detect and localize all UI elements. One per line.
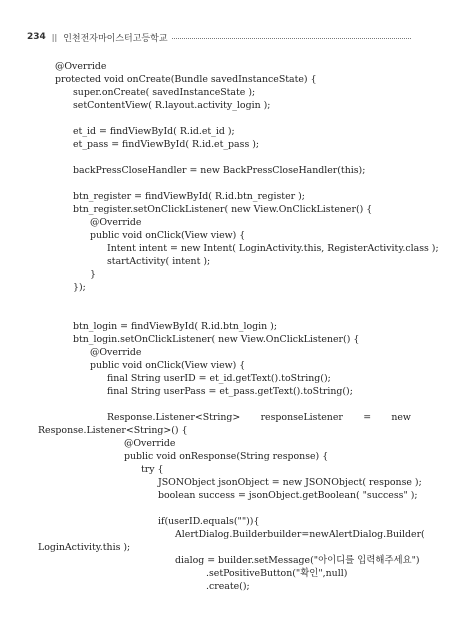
- code-line: final String userPass = et_pass.getText().toString();: [107, 386, 353, 397]
- code-line: dialog = builder.setMessage("아이디를 입력해주세요"): [175, 555, 420, 566]
- code-line: btn_register.setOnClickListener( new View.OnClickListener() {: [73, 204, 373, 215]
- code-line: et_pass = findViewById( R.id.et_pass );: [73, 139, 260, 150]
- code-line-justified: [107, 411, 411, 425]
- code-line-justified: [175, 528, 425, 542]
- code-line: btn_register = findViewById( R.id.btn_register );: [73, 191, 305, 202]
- code-line: @Override: [55, 61, 107, 72]
- code-line: @Override: [124, 438, 176, 449]
- code-token: new: [309, 529, 329, 540]
- code-line: @Override: [90, 347, 142, 358]
- code-line: et_id = findViewById( R.id.et_id );: [73, 126, 235, 137]
- code-line: startActivity( intent );: [107, 256, 211, 267]
- code-line: @Override: [90, 217, 142, 228]
- code-token: AlertDialog.Builder(: [328, 529, 425, 540]
- code-line: .create();: [206, 581, 250, 592]
- code-line: public void onClick(View view) {: [90, 230, 246, 241]
- code-line: }: [90, 269, 96, 280]
- code-line: btn_login.setOnClickListener( new View.OnClickListener() {: [73, 334, 360, 345]
- code-line: if(userID.equals("")){: [158, 516, 260, 527]
- code-line: public void onResponse(String response) {: [124, 451, 329, 462]
- code-line: setContentView( R.layout.activity_login );: [73, 100, 271, 111]
- code-line: backPressCloseHandler = new BackPressCloseHandler(this);: [73, 165, 366, 176]
- code-token: new: [391, 412, 411, 423]
- code-line: super.onCreate( savedInstanceState );: [73, 87, 256, 98]
- header-separator: ||: [51, 32, 58, 42]
- code-line: });: [73, 282, 86, 293]
- code-token: =: [363, 412, 372, 423]
- code-line: Response.Listener<String>() {: [38, 425, 188, 436]
- page-number: 234: [27, 32, 46, 42]
- code-token: builder: [267, 529, 302, 540]
- code-line: JSONObject jsonObject = new JSONObject( response );: [158, 477, 422, 488]
- code-token: Response.Listener<String>: [107, 412, 241, 423]
- code-line: protected void onCreate(Bundle savedInstanceState) {: [55, 74, 317, 85]
- code-token: AlertDialog.Builder: [175, 529, 268, 540]
- code-line: .setPositiveButton("확인",null): [206, 568, 348, 579]
- code-line: public void onClick(View view) {: [90, 360, 246, 371]
- code-token: =: [301, 529, 310, 540]
- code-line: final String userID = et_id.getText().toString();: [107, 373, 331, 384]
- code-line: boolean success = jsonObject.getBoolean( "success" );: [158, 490, 418, 501]
- code-line: btn_login = findViewById( R.id.btn_login );: [73, 321, 277, 332]
- code-line: try {: [141, 464, 164, 475]
- code-token: responseListener: [260, 412, 343, 423]
- code-line: LoginActivity.this );: [38, 542, 131, 553]
- school-name: 인천전자마이스터고등학교: [63, 33, 168, 44]
- code-line: Intent intent = new Intent( LoginActivity.this, RegisterActivity.class );: [107, 243, 439, 254]
